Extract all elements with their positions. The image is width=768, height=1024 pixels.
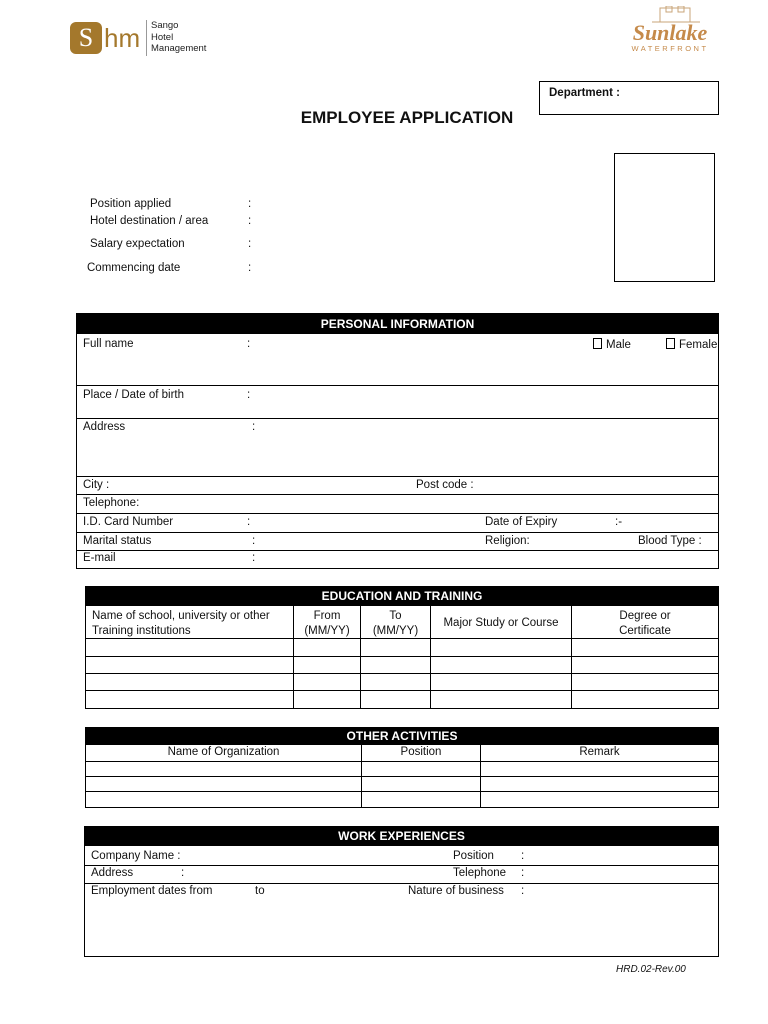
- male-checkbox-icon: [593, 338, 602, 349]
- birth-colon: :: [247, 389, 251, 401]
- row-divider: [77, 513, 718, 514]
- work-experience-heading: WORK EXPERIENCES: [85, 827, 718, 846]
- salary-label: Salary expectation: [90, 238, 185, 250]
- marital-colon: :: [252, 535, 256, 547]
- degree-column-header-line2: Certificate: [619, 625, 671, 637]
- from-column-header: [294, 609, 360, 639]
- commencing-label: Commencing date: [87, 262, 181, 274]
- form-title: EMPLOYEE APPLICATION: [300, 108, 514, 127]
- position-column-header: Position: [400, 746, 442, 758]
- personal-information-heading: PERSONAL INFORMATION: [77, 314, 718, 334]
- table-row: [86, 638, 718, 639]
- row-divider: [85, 883, 718, 884]
- sunlake-logo: [622, 6, 718, 56]
- major-column-header: Major Study or Course: [443, 617, 559, 629]
- company-name-line2: Hotel: [151, 31, 174, 43]
- company-name-line1: Sango: [151, 20, 179, 31]
- full-name-colon: :: [247, 338, 251, 350]
- blood-type-label: Blood Type :: [638, 535, 702, 547]
- email-label: E-mail: [83, 552, 116, 564]
- address-colon: :: [252, 421, 256, 433]
- company-name-line3: Management: [151, 43, 207, 54]
- education-section: [85, 586, 719, 709]
- expiry-label: Date of Expiry: [485, 516, 558, 528]
- from-column-header-line2: (MM/YY): [304, 625, 350, 637]
- salary-colon: :: [248, 238, 252, 250]
- school-column-header-line1: Name of school, university or other: [92, 610, 270, 622]
- to-column-header-line2: (MM/YY): [372, 625, 419, 637]
- company-name-label: Company Name :: [91, 850, 181, 862]
- address-label: Address: [83, 421, 126, 433]
- full-name-label: Full name: [83, 338, 134, 350]
- male-checkbox[interactable]: [593, 338, 631, 351]
- table-row: [86, 673, 718, 674]
- table-row: [86, 776, 718, 777]
- table-row: [86, 761, 718, 762]
- hotel-destination-label: Hotel destination / area: [90, 215, 209, 227]
- degree-column-header: [572, 609, 718, 639]
- sango-logo: [70, 20, 220, 56]
- position-applied-label: Position applied: [90, 198, 172, 210]
- work-position-label: Position: [453, 850, 494, 862]
- shm-logo-badge: S: [70, 22, 102, 54]
- hotel-destination-colon: :: [248, 215, 252, 227]
- city-label: City :: [83, 479, 110, 491]
- nature-of-business-colon: :: [521, 885, 525, 897]
- employment-to-label: to: [255, 885, 265, 897]
- activities-heading: OTHER ACTIVITIES: [86, 728, 718, 745]
- to-column-header-line1: To: [389, 610, 402, 622]
- form-code: HRD.02-Rev.00: [616, 964, 686, 975]
- degree-column-header-line1: Degree or: [619, 610, 671, 622]
- sunlake-subtitle: WATERFRONT: [631, 44, 709, 53]
- religion-label: Religion:: [485, 535, 530, 547]
- remark-column-header: Remark: [579, 746, 620, 758]
- row-divider: [85, 865, 718, 866]
- work-position-colon: :: [521, 850, 525, 862]
- svg-text:Sunlake: Sunlake: [632, 20, 708, 45]
- logo-divider: [146, 20, 147, 56]
- from-column-header-line1: From: [313, 610, 341, 622]
- activities-section: [85, 727, 719, 808]
- work-experience-section: [84, 826, 719, 957]
- school-column-header: [92, 609, 270, 639]
- female-checkbox-icon: [666, 338, 675, 349]
- education-heading: EDUCATION AND TRAINING: [86, 587, 718, 606]
- work-address-colon: :: [181, 867, 185, 879]
- email-colon: :: [252, 552, 256, 564]
- table-row: [86, 791, 718, 792]
- marital-label: Marital status: [83, 535, 152, 547]
- commencing-colon: :: [248, 262, 252, 274]
- post-code-label: Post code :: [416, 479, 474, 491]
- telephone-label: Telephone:: [83, 497, 140, 509]
- row-divider: [77, 476, 718, 477]
- to-column-header: [361, 609, 430, 639]
- table-row: [86, 656, 718, 657]
- nature-of-business-label: Nature of business: [408, 885, 504, 897]
- row-divider: [77, 385, 718, 386]
- employment-dates-label: Employment dates from: [91, 885, 213, 897]
- female-checkbox[interactable]: [666, 338, 717, 351]
- id-card-label: I.D. Card Number: [83, 516, 174, 528]
- table-row: [86, 690, 718, 691]
- organization-column-header: Name of Organization: [167, 746, 280, 758]
- work-address-label: Address: [91, 867, 134, 879]
- expiry-separator: :-: [615, 516, 623, 528]
- row-divider: [77, 418, 718, 419]
- male-label: Male: [606, 339, 631, 351]
- shm-logo-text: hm: [104, 23, 141, 53]
- row-divider: [77, 532, 718, 533]
- female-label: Female: [679, 339, 718, 351]
- position-applied-colon: :: [248, 198, 252, 210]
- row-divider: [77, 494, 718, 495]
- school-column-header-line2: Training institutions: [92, 625, 191, 637]
- personal-information-section: [76, 313, 719, 569]
- id-card-colon: :: [247, 516, 251, 528]
- row-divider: [77, 550, 718, 551]
- work-telephone-colon: :: [521, 867, 525, 879]
- photo-box[interactable]: [614, 153, 715, 282]
- department-label: Department :: [549, 87, 620, 99]
- work-telephone-label: Telephone: [453, 867, 507, 879]
- sunlake-logo-icon: [622, 6, 718, 46]
- birth-label: Place / Date of birth: [83, 389, 184, 401]
- company-name: [151, 20, 206, 55]
